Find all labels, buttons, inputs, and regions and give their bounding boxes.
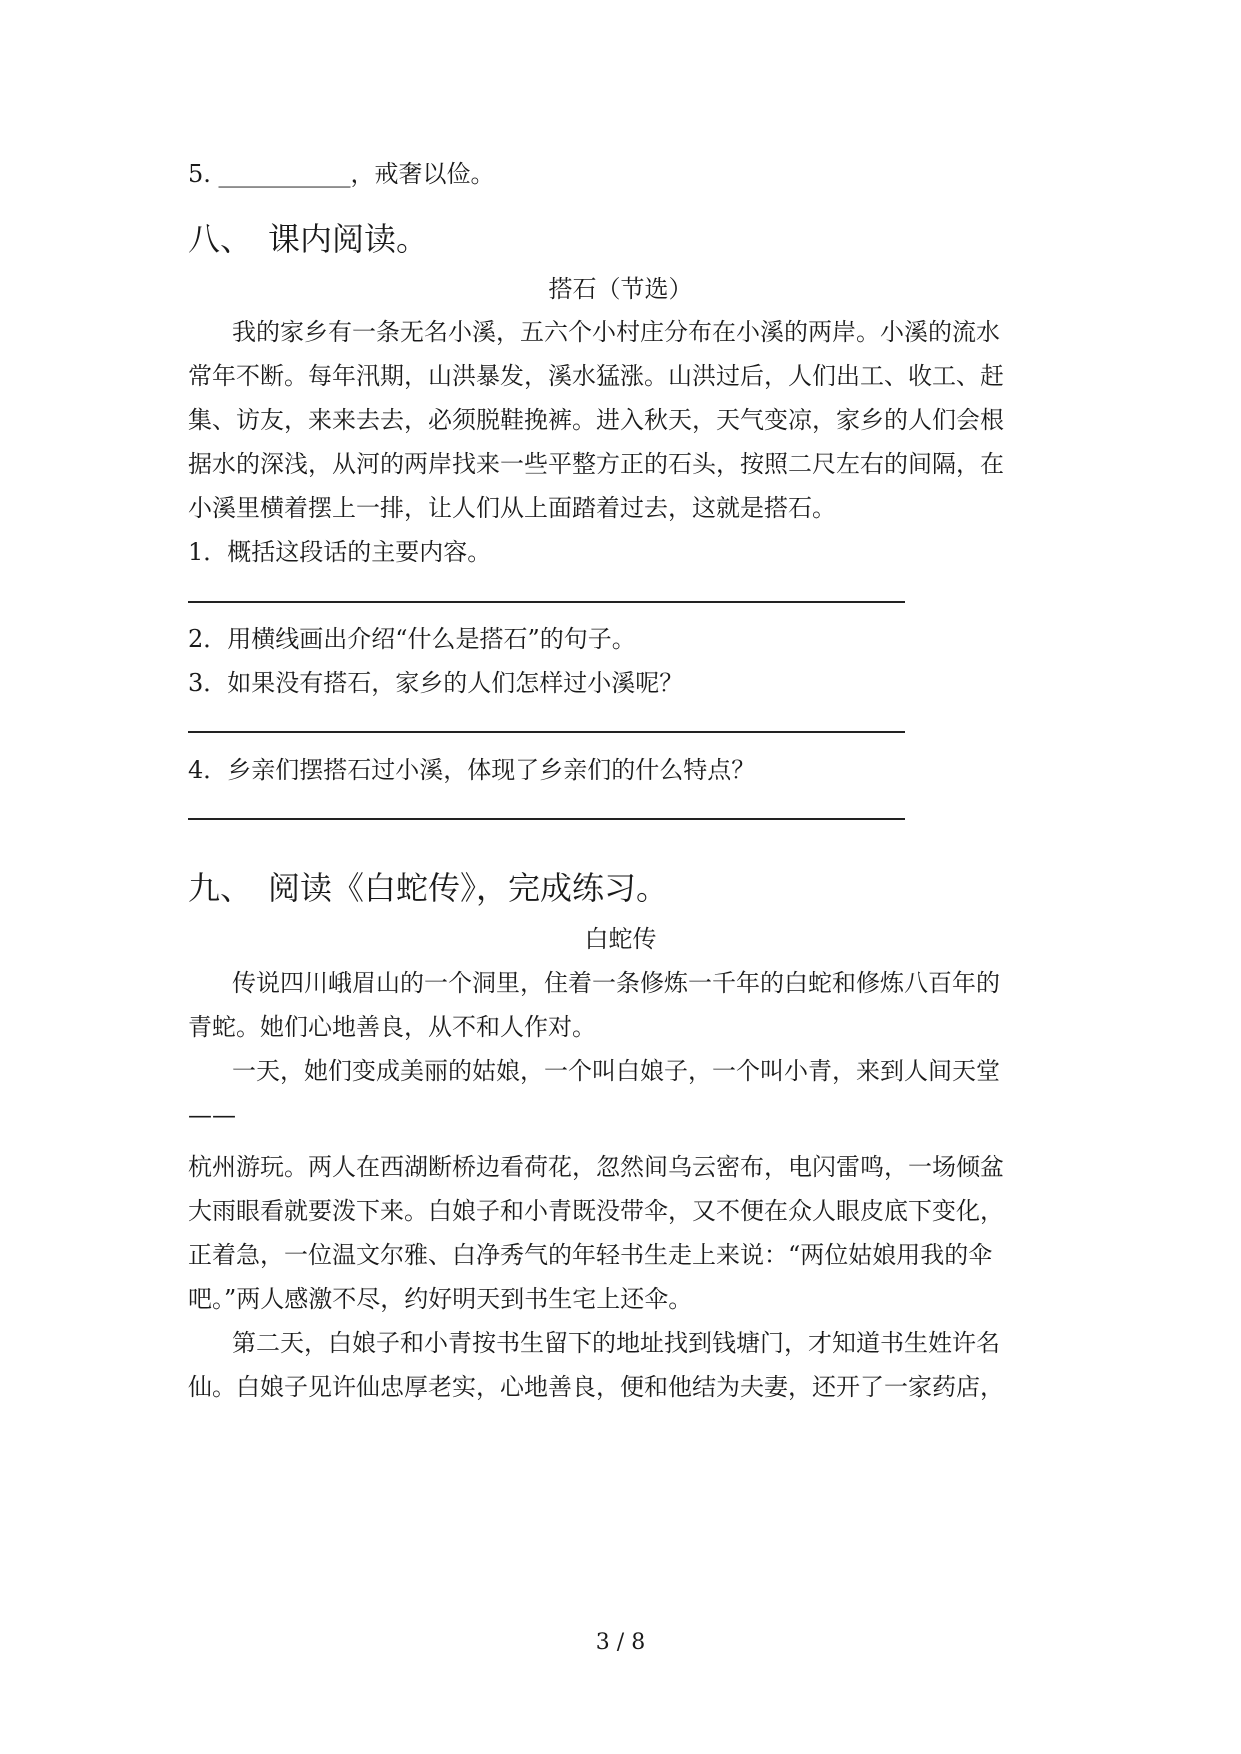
- passage-line: 青蛇。她们心地善良，从不和人作对。: [188, 1013, 596, 1041]
- passage-line: 集、访友，来来去去，必须脱鞋挽裤。进入秋天，天气变凉，家乡的人们会根: [188, 406, 1004, 434]
- answer-line[interactable]: [188, 601, 905, 603]
- section-8-heading: 八、 课内阅读。: [188, 220, 429, 258]
- passage-line: 我的家乡有一条无名小溪，五六个小村庄分布在小溪的两岸。小溪的流水: [232, 318, 1000, 346]
- page-number: 3 / 8: [595, 1630, 646, 1655]
- question-5: [188, 157, 1068, 191]
- answer-line[interactable]: [188, 731, 905, 733]
- passage-line: 小溪里横着摆上一排，让人们从上面踏着过去，这就是搭石。: [188, 494, 836, 522]
- question-1: 1．概括这段话的主要内容。: [188, 538, 492, 566]
- passage-line: 一天，她们变成美丽的姑娘，一个叫白娘子，一个叫小青，来到人间天堂: [232, 1057, 1000, 1085]
- passage-line: 常年不断。每年汛期，山洪暴发，溪水猛涨。山洪过后，人们出工、收工、赶: [188, 362, 1004, 390]
- passage-line: 大雨眼看就要泼下来。白娘子和小青既没带伞，又不便在众人眼皮底下变化，: [188, 1197, 1004, 1225]
- passage-line: 传说四川峨眉山的一个洞里，住着一条修炼一千年的白蛇和修炼八百年的: [232, 969, 1000, 997]
- passage-line: 仙。白娘子见许仙忠厚老实，心地善良，便和他结为夫妻，还开了一家药店，: [188, 1373, 1004, 1401]
- question-number: 5.: [188, 160, 211, 188]
- section-9-heading: 九、 阅读《白蛇传》，完成练习。: [188, 869, 669, 907]
- question-2: 2．用横线画出介绍“什么是搭石”的句子。: [188, 625, 636, 653]
- passage-line: 据水的深浅，从河的两岸找来一些平整方正的石头，按照二尺左右的间隔，在: [188, 450, 1004, 478]
- passage-line: ——: [188, 1101, 236, 1129]
- passage-title-dashi: 搭石（节选）: [548, 275, 693, 303]
- passage-title-baishezhuan: 白蛇传: [584, 925, 657, 953]
- passage-line: 杭州游玩。两人在西湖断桥边看荷花，忽然间乌云密布，电闪雷鸣，一场倾盆: [188, 1153, 1004, 1181]
- question-4: 4．乡亲们摆搭石过小溪，体现了乡亲们的什么特点？: [188, 756, 756, 784]
- answer-blank: ___________: [218, 160, 351, 188]
- passage-line: 正着急，一位温文尔雅、白净秀气的年轻书生走上来说：“两位姑娘用我的伞: [188, 1241, 993, 1269]
- question-text: ，戒奢以俭。: [350, 160, 495, 188]
- question-3: 3．如果没有搭石，家乡的人们怎样过小溪呢？: [188, 669, 684, 697]
- passage-line: 第二天，白娘子和小青按书生留下的地址找到钱塘门，才知道书生姓许名: [232, 1329, 1000, 1357]
- answer-line[interactable]: [188, 818, 905, 820]
- passage-line: 吧。”两人感激不尽，约好明天到书生宅上还伞。: [188, 1285, 693, 1313]
